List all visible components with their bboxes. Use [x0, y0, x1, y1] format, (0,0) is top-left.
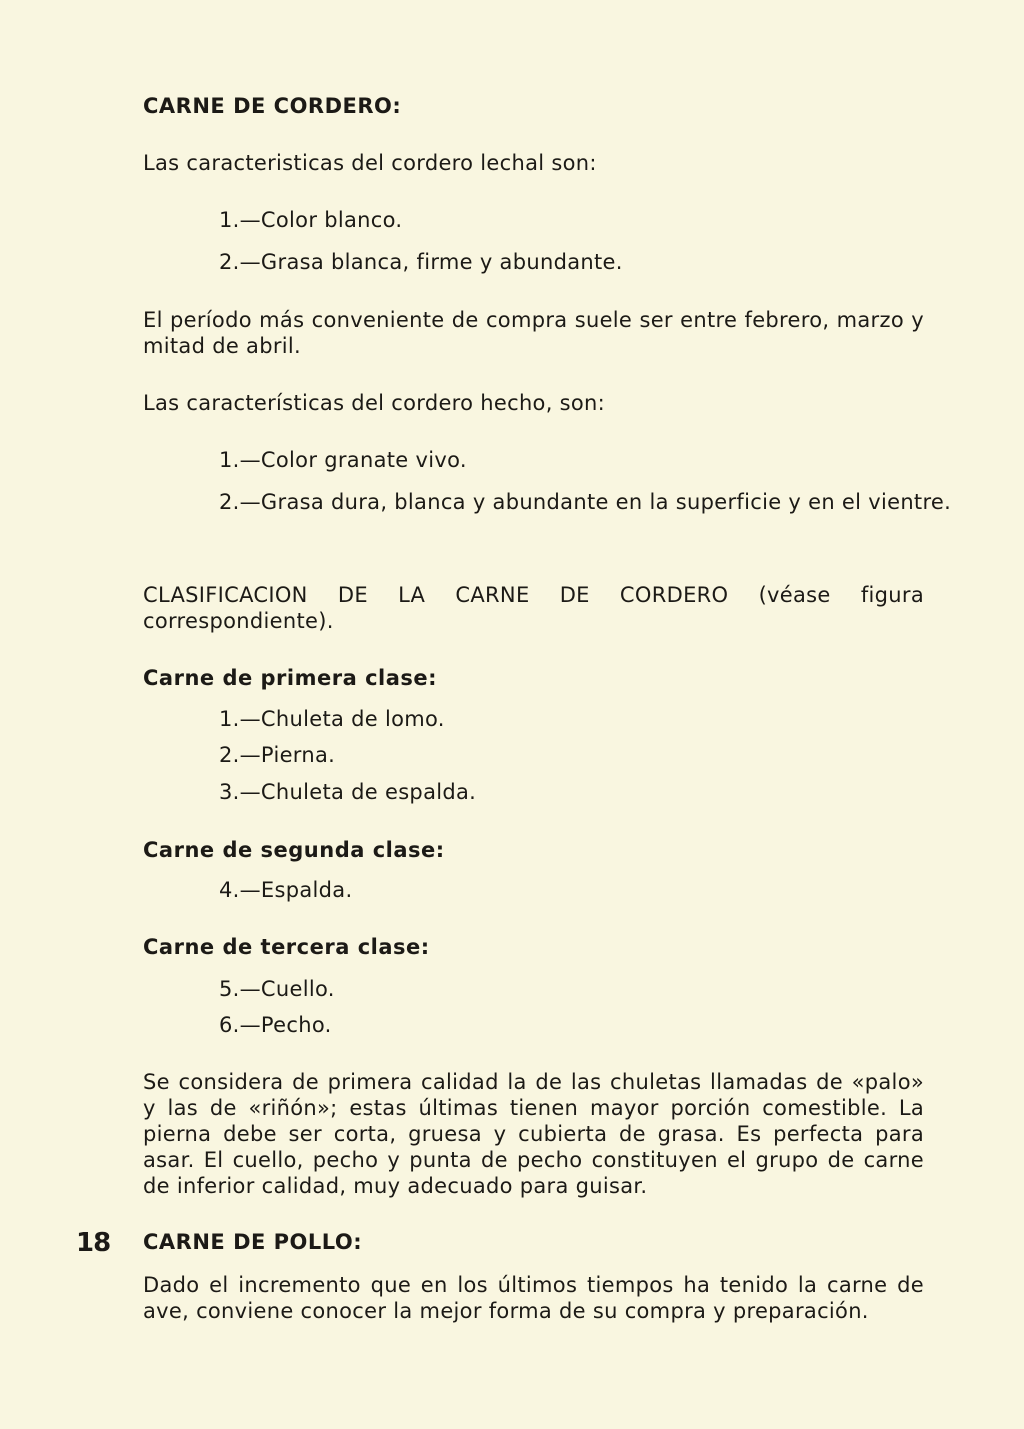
list-item: 1.—Chuleta de lomo. [219, 707, 445, 731]
lechal-intro: Las caracteristicas del cordero lechal son: [143, 151, 597, 175]
list-item: 1.—Color granate vivo. [219, 448, 467, 472]
list-item: 5.—Cuello. [219, 977, 335, 1001]
hecho-intro: Las características del cordero hecho, son: [143, 391, 606, 415]
section-heading-cordero: CARNE DE CORDERO: [143, 94, 402, 118]
page-number: 18 [76, 1228, 111, 1258]
section-heading-pollo: CARNE DE POLLO: [143, 1230, 363, 1254]
subheading-segunda: Carne de segunda clase: [143, 838, 445, 862]
periodo-paragraph: El período más conveniente de compra suele ser entre febrero, marzo y mitad de abril. [143, 308, 924, 358]
list-item: 1.—Color blanco. [219, 208, 403, 232]
list-item: 2.—Grasa dura, blanca y abundante en la superficie y en el vientre. [219, 490, 952, 514]
subheading-primera: Carne de primera clase: [143, 666, 438, 690]
list-item: 3.—Chuleta de espalda. [219, 780, 477, 804]
list-item: 4.—Espalda. [219, 878, 353, 902]
subheading-tercera: Carne de tercera clase: [143, 935, 430, 959]
list-item: 2.—Pierna. [219, 743, 336, 767]
list-item: 2.—Grasa blanca, firme y abundante. [219, 250, 623, 274]
pollo-intro-paragraph: Dado el incremento que en los últimos tiempos ha tenido la carne de ave, conviene conocer la mejor forma de su compra y preparación. [143, 1273, 924, 1323]
calidad-paragraph: Se considera de primera calidad la de las chuletas llamadas de «palo» y las de «riñón»; estas últimas tienen mayor porción comestible. La pierna debe ser corta, gruesa y cubierta de grasa. Es perfecta para asar. El cuello, pecho y punta de pecho constituyen el grupo de carne de inferior calidad, muy adecuado para guisar. [143, 1070, 924, 1198]
clasificacion-paragraph: CLASIFICACION DE LA CARNE DE CORDERO (véase figura correspondiente). [143, 583, 924, 633]
list-item: 6.—Pecho. [219, 1013, 332, 1037]
